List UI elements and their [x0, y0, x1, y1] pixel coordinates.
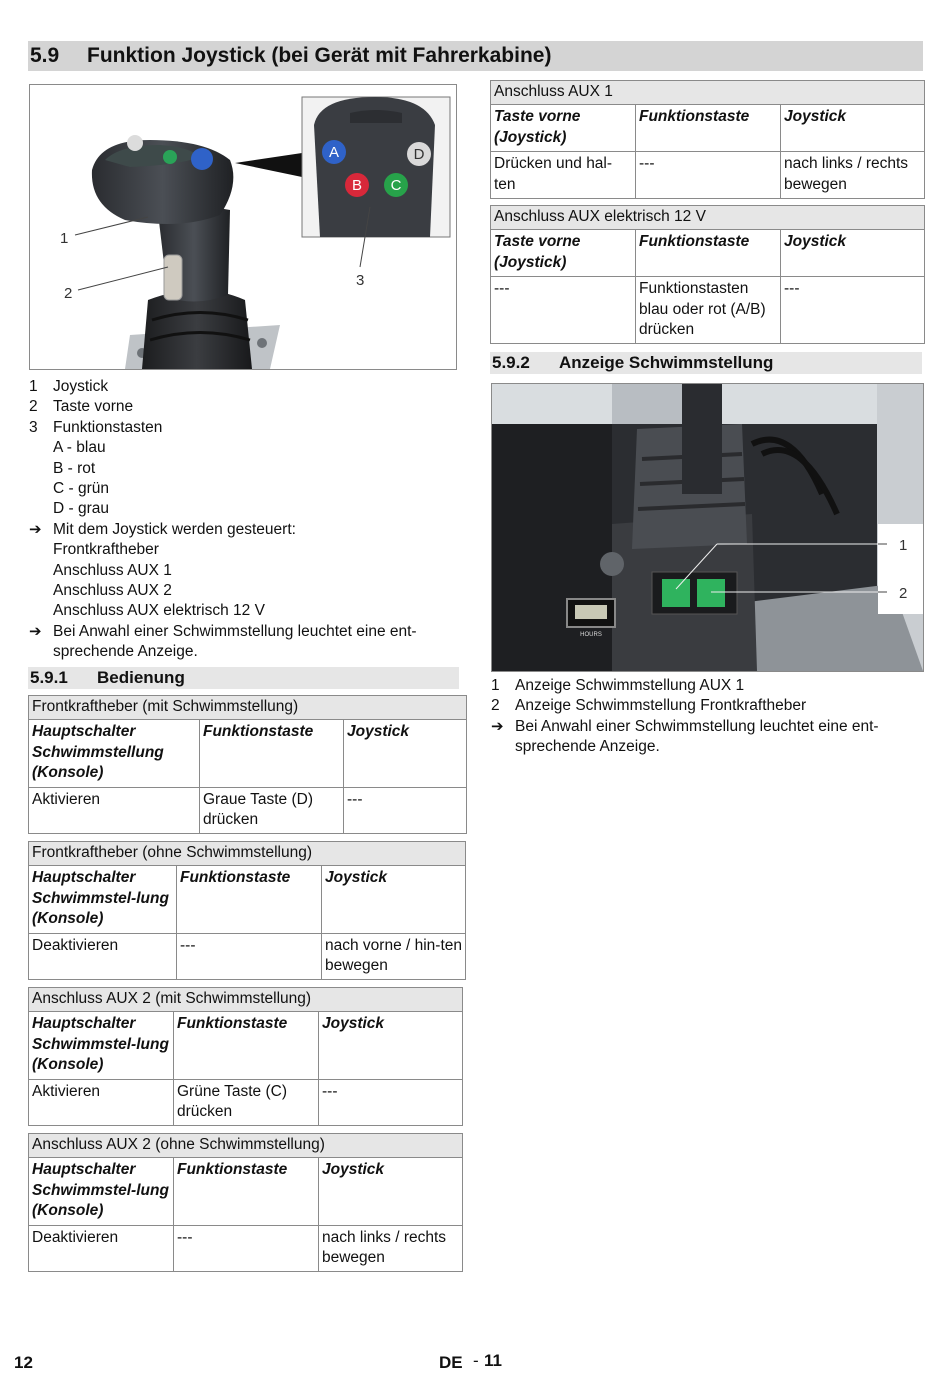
legend-item: B - rot [53, 459, 96, 477]
table-header-cell: Hauptschalter Schwimmstellung (Konsole) [29, 720, 200, 787]
table-cell: Aktivieren [29, 787, 200, 834]
table-header-cell: Joystick [781, 230, 925, 277]
subsection-header [490, 352, 922, 374]
table-cell: Funktionstasten blau oder rot (A/B) drücken [636, 277, 781, 344]
table-header-cell: Funktionstaste [636, 105, 781, 152]
table-header-cell: Hauptschalter Schwimmstel-lung (Konsole) [29, 1012, 174, 1079]
table-aux2-mit [28, 987, 463, 1126]
table-header-cell: Hauptschalter Schwimmstel-lung (Konsole) [29, 866, 177, 933]
language-code: DE [439, 1353, 463, 1372]
page-number: 12 [14, 1353, 33, 1372]
bullet-item: ➔ Mit dem Joystick werden gesteuert: [29, 520, 459, 540]
section-number: 5.9 [30, 44, 60, 67]
table-row [491, 277, 925, 344]
callout-2: 2 [899, 585, 908, 602]
page-separator: - [473, 1351, 479, 1370]
table-header-cell: Joystick [319, 1012, 463, 1079]
table-cell: --- [177, 933, 322, 980]
bullet-subline: Anschluss AUX 2 [53, 581, 172, 599]
callout-3: 3 [356, 272, 365, 289]
table-heading: Anschluss AUX 1 [491, 81, 925, 105]
table-header-cell: Joystick [344, 720, 467, 787]
table-header-cell: Hauptschalter Schwimmstel-lung (Konsole) [29, 1158, 174, 1225]
bullet-subline: sprechende Anzeige. [515, 738, 660, 756]
table-header-cell: Funktionstaste [174, 1158, 319, 1225]
table-header-cell: Funktionstaste [177, 866, 322, 933]
section-header [28, 41, 923, 71]
subsection-header [28, 667, 459, 689]
table-cell: Aktivieren [29, 1079, 174, 1126]
joystick-figure [29, 84, 457, 370]
legend-item: D - grau [53, 500, 109, 518]
arrow-right-icon: ➔ [491, 717, 504, 735]
bullet-subline: Anschluss AUX elektrisch 12 V [53, 602, 265, 620]
legend-item: 3 Funktionstasten [29, 418, 163, 436]
table-header-cell: Joystick [322, 866, 466, 933]
legend-item: C - grün [53, 479, 109, 497]
arrow-right-icon: ➔ [29, 622, 42, 640]
table-cell: --- [319, 1079, 463, 1126]
callout-1: 1 [60, 230, 69, 247]
table-row [29, 1225, 463, 1272]
joystick-legend [29, 377, 459, 662]
table-aux-elektrisch [490, 205, 925, 344]
table-row [29, 1079, 463, 1126]
button-d-label: D [413, 146, 425, 163]
table-heading: Anschluss AUX 2 (mit Schwimmstellung) [29, 988, 463, 1012]
table-cell: Deaktivieren [29, 1225, 174, 1272]
table-heading: Frontkraftheber (mit Schwimmstellung) [29, 696, 467, 720]
table-cell: --- [491, 277, 636, 344]
table-row [29, 787, 467, 834]
joystick-illustration [30, 85, 456, 369]
float-indicator-legend [491, 676, 923, 758]
table-cell: Grüne Taste (C) drücken [174, 1079, 319, 1126]
callout-2: 2 [64, 285, 73, 302]
bullet-item: ➔ Bei Anwahl einer Schwimmstellung leuchtet eine ent- [29, 622, 459, 642]
legend-item: A - blau [53, 439, 106, 457]
arrow-right-icon: ➔ [29, 520, 42, 538]
float-indicator-figure [491, 383, 924, 672]
bullet-subline: Anschluss AUX 1 [53, 561, 172, 579]
table-heading: Anschluss AUX elektrisch 12 V [491, 206, 925, 230]
table-cell: --- [636, 152, 781, 199]
table-header-cell: Funktionstaste [174, 1012, 319, 1079]
table-cell: Drücken und hal-ten [491, 152, 636, 199]
subsection-number: 5.9.1 [30, 668, 68, 687]
button-b-label: B [351, 177, 363, 194]
legend-item: 2 Anzeige Schwimmstellung Frontkraftheber [491, 697, 807, 715]
table-header-cell: Funktionstaste [636, 230, 781, 277]
cabin-illustration [492, 384, 923, 671]
callout-1: 1 [899, 537, 908, 554]
bullet-subline: Frontkraftheber [53, 541, 159, 559]
table-cell: Deaktivieren [29, 933, 177, 980]
table-cell: --- [174, 1225, 319, 1272]
table-heading: Frontkraftheber (ohne Schwimmstellung) [29, 842, 466, 866]
subsection-title: Anzeige Schwimmstellung [559, 353, 774, 372]
sub-page-number: 11 [484, 1351, 502, 1370]
subsection-title: Bedienung [97, 668, 185, 687]
table-cell: nach links / rechts bewegen [319, 1225, 463, 1272]
table-cell: nach links / rechts bewegen [781, 152, 925, 199]
bullet-subline: sprechende Anzeige. [53, 643, 198, 661]
table-cell: nach vorne / hin-ten bewegen [322, 933, 466, 980]
table-header-cell: Joystick [319, 1158, 463, 1225]
button-a-label: A [328, 144, 340, 161]
table-heading: Anschluss AUX 2 (ohne Schwimmstellung) [29, 1134, 463, 1158]
table-header-cell: Joystick [781, 105, 925, 152]
table-aux1 [490, 80, 925, 199]
subsection-number: 5.9.2 [492, 353, 530, 372]
table-aux2-ohne [28, 1133, 463, 1272]
table-cell: --- [344, 787, 467, 834]
table-header-cell: Taste vorne (Joystick) [491, 230, 636, 277]
table-row [491, 152, 925, 199]
button-c-label: C [390, 177, 402, 194]
legend-item: 1 Anzeige Schwimmstellung AUX 1 [491, 677, 745, 694]
table-cell: --- [781, 277, 925, 344]
legend-item: 1 Joystick [29, 378, 109, 395]
table-header-cell: Taste vorne (Joystick) [491, 105, 636, 152]
table-row [29, 933, 466, 980]
table-cell: Graue Taste (D) drücken [200, 787, 344, 834]
section-title: Funktion Joystick (bei Gerät mit Fahrerkabine) [87, 44, 552, 67]
legend-item: 2 Taste vorne [29, 398, 134, 416]
table-header-cell: Funktionstaste [200, 720, 344, 787]
hours-label: HOURS [580, 632, 602, 638]
bullet-item: ➔ Bei Anwahl einer Schwimmstellung leuchtet eine ent- [491, 717, 923, 737]
table-frontkraftheber-ohne [28, 841, 466, 980]
table-frontkraftheber-mit [28, 695, 467, 834]
